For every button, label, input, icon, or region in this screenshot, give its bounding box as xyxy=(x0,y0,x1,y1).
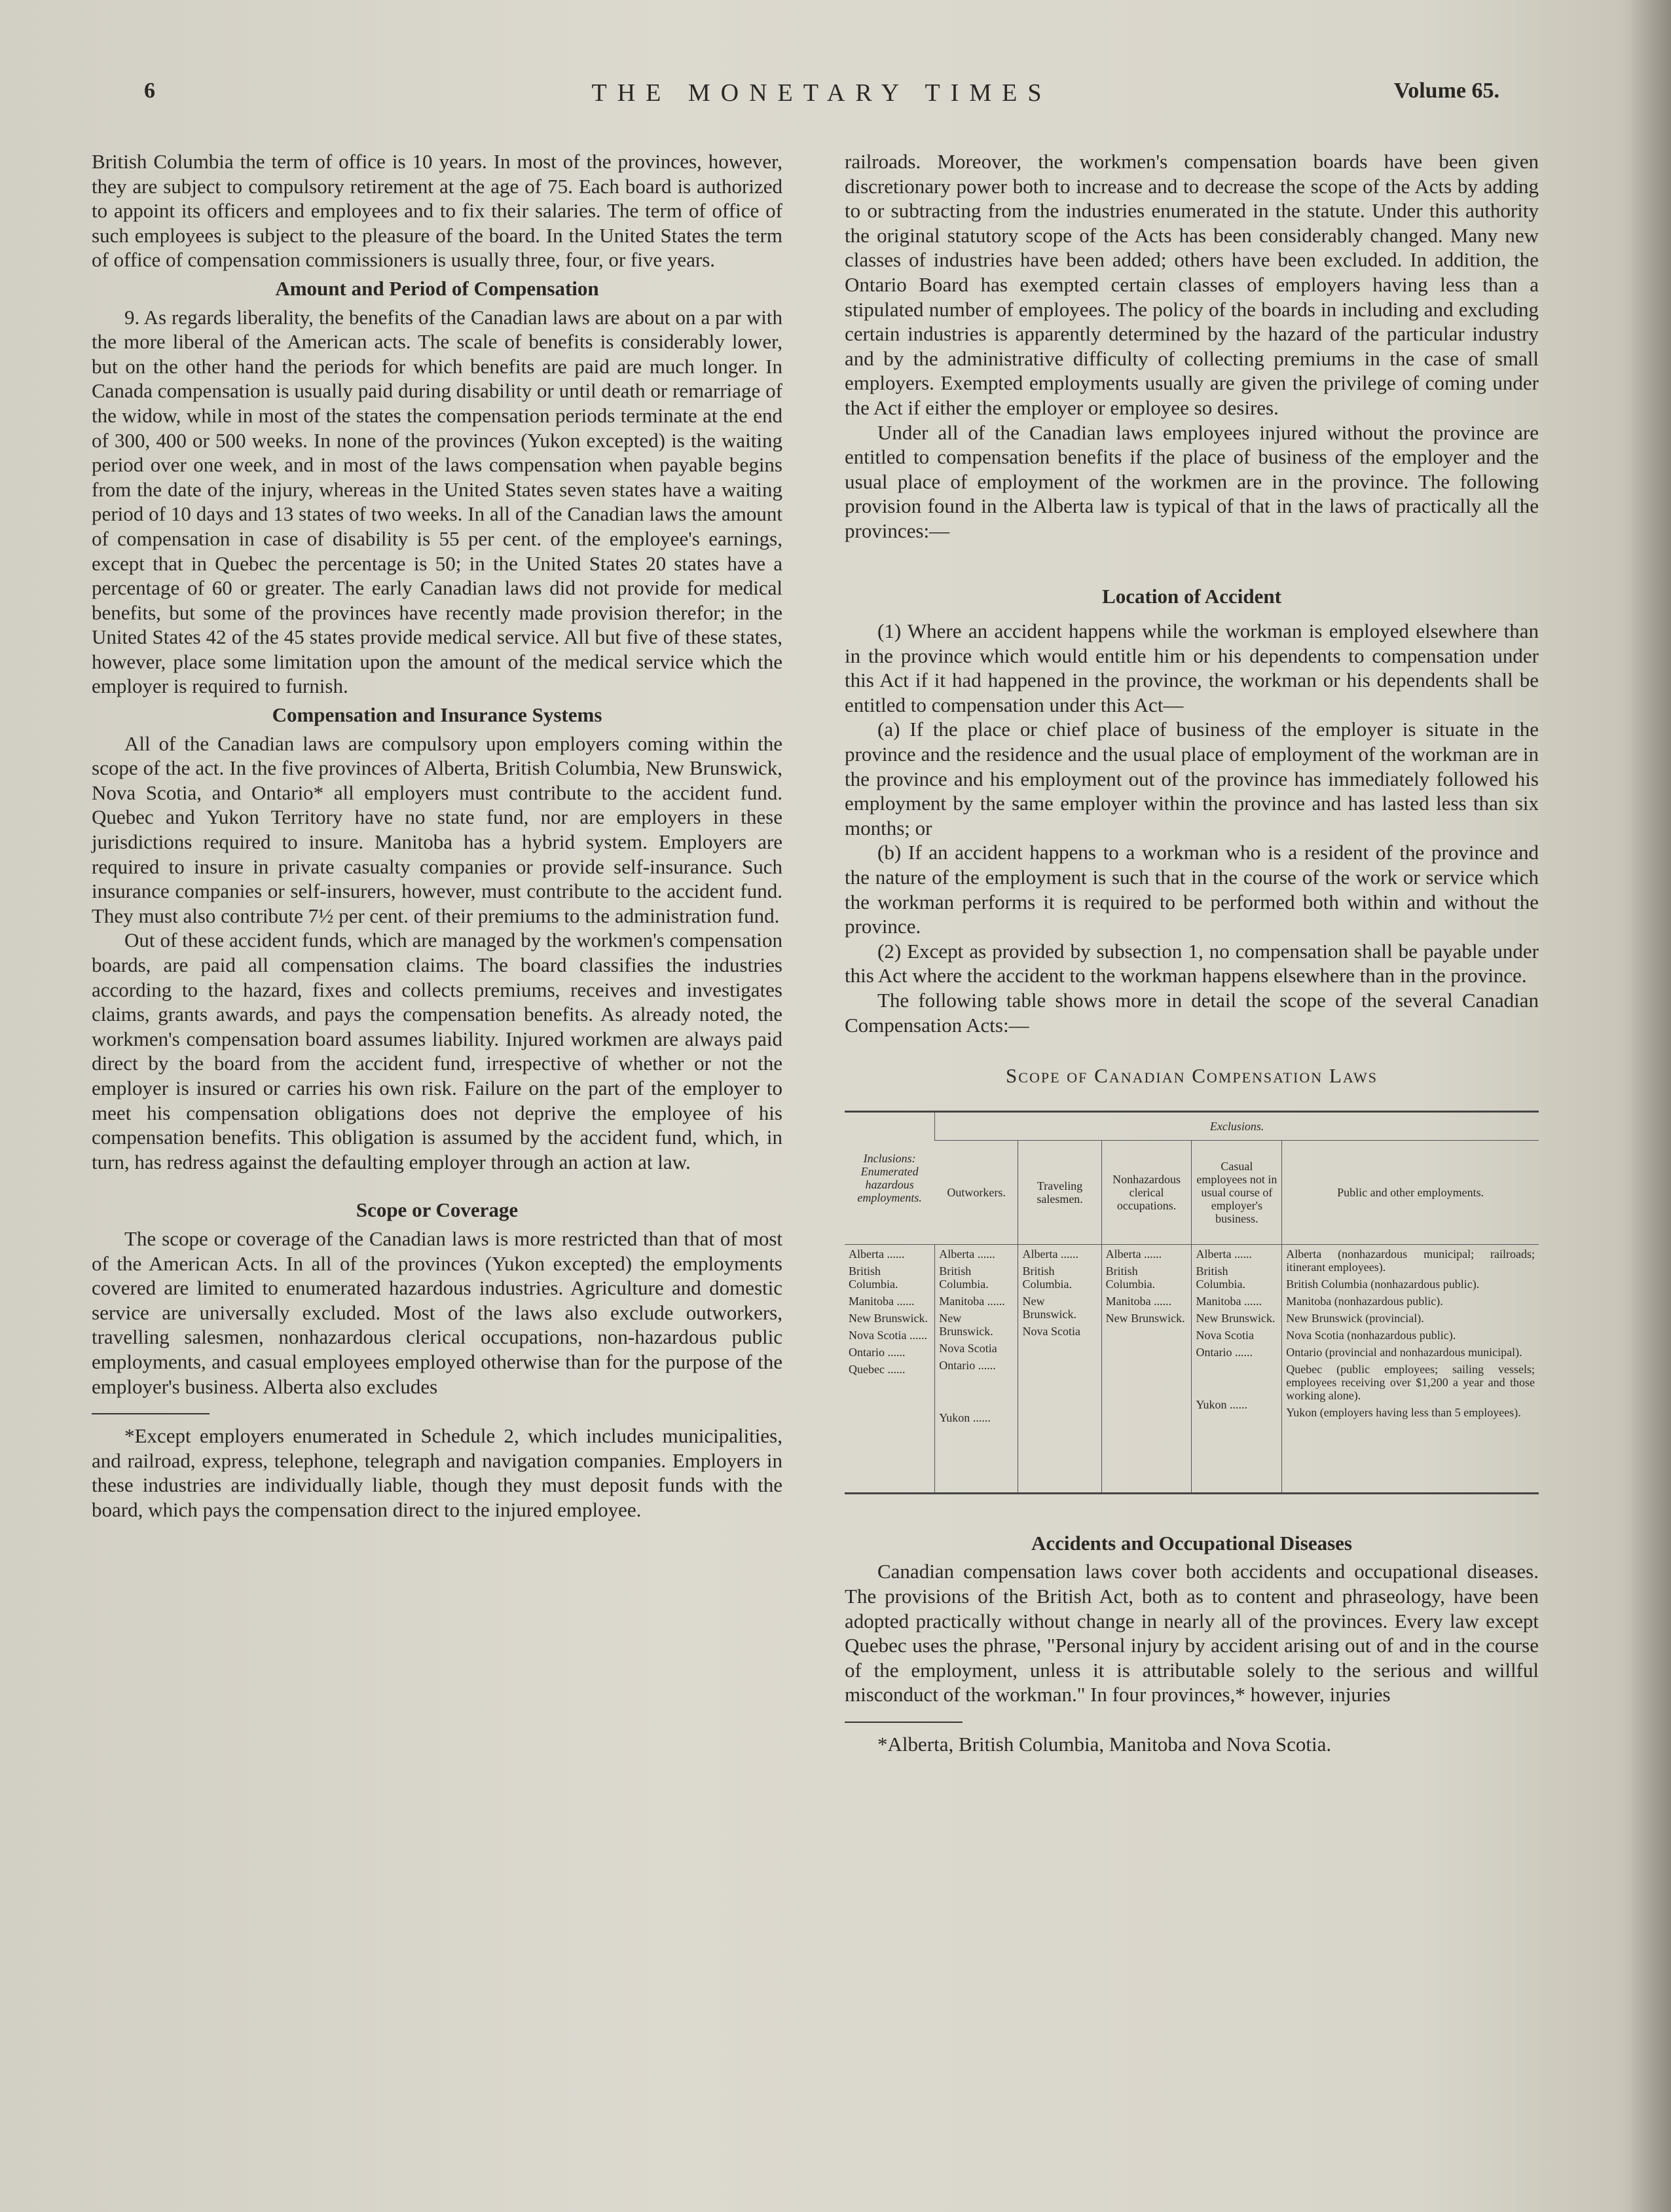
table-header: Nonhazardous clerical occupations. xyxy=(1101,1140,1192,1244)
table-title: Scope of Canadian Compensation Laws xyxy=(1006,1064,1378,1088)
cell-entry: Alberta ...... xyxy=(849,1247,930,1261)
cell-entry: Ontario ...... xyxy=(939,1359,1014,1372)
table-cell xyxy=(935,1244,1018,1493)
footnote-rule xyxy=(92,1413,210,1414)
footnote: *Except employers enumerated in Schedule 2, which includes municipalities, and railroad, express, telephone, telegraph and navigation companies. Employers in these industries are individually liable, though they must deposit funds with the board, which pays the compensation direct to the injured employee. xyxy=(92,1424,782,1521)
paragraph: Canadian compensation laws cover both accidents and occupational diseases. The provisions of the British Act, both as to content and phraseology, have been adopted practically without change in nearly all of the provinces. Every law except Quebec uses the phrase, "Personal injury by accident arising out of and in the course of the employment, unless it is attributable solely to the serious and willful misconduct of the workman." In four provinces,* however, injuries xyxy=(845,1560,1539,1706)
paragraph: (2) Except as provided by subsection 1, no compensation shall be payable under this Act where the accident to the workman happens elsewhere than in the province. xyxy=(845,939,1539,987)
cell-entry: Yukon ...... xyxy=(939,1411,1014,1424)
cell-entry: Alberta (nonhazardous municipal; railroads; itinerant employees). xyxy=(1286,1247,1535,1274)
cell-entry: New Brunswick. xyxy=(1105,1311,1185,1325)
section-heading: Amount and Period of Compensation xyxy=(275,276,599,300)
cell-entry: Ontario ...... xyxy=(849,1346,930,1359)
cell-entry: British Columbia (nonhazardous public). xyxy=(1286,1277,1480,1291)
scope-table xyxy=(845,1111,1539,1494)
journal-title: THE MONETARY TIMES xyxy=(591,79,1052,107)
cell-entry: Manitoba ...... xyxy=(1106,1295,1188,1308)
cell-entry: New Brunswick. xyxy=(1196,1311,1276,1325)
cell-entry: New Brunswick. xyxy=(849,1311,928,1325)
paragraph: railroads. Moreover, the workmen's compensation boards have been given discretionary power both to increase and to decrease the scope of the Acts by adding to or subtracting from the industries enumerated in the statute. Under this authority the original statutory scope of the Acts has been considerably changed. Many new classes of industries have been added; others have been excluded. In addition, the Ontario Board has exempted certain classes of employers having less than a stipulated number of employees. The policy of the boards in including and excluding certain industries is apparently determined by the hazard of the particular industry and by the administrative difficulty of collecting premiums in the case of small employers. Exempted employments usually are given the privilege of coming under the Act if either the employer or employee so desires. xyxy=(845,150,1539,419)
paragraph: British Columbia the term of office is 10 years. In most of the provinces, however, they are subject to compulsory retirement at the age of 75. Each board is authorized to appoint its officers and employees and to fix their salaries. The term of office of such employees is subject to the pleasure of the board. In the United States the term of office of compensation commissioners is usually three, four, or five years. xyxy=(92,150,782,272)
volume-label: Volume 65. xyxy=(1393,79,1499,103)
right-column xyxy=(845,149,1539,1757)
paragraph: 9. As regards liberality, the benefits of the Canadian laws are about on a par with the more liberal of the American acts. The scale of benefits is considerably lower, but on the other hand the periods for which benefits are paid are much longer. In Canada compensation is usually paid during disability or until death or remarriage of the widow, while in most of the states the compensation periods terminate at the end of 300, 400 or 500 weeks. In none of the provinces (Yukon excepted) is the waiting period over one week, and in most of the laws compensation when payable begins from the date of the injury, whereas in the United States seven states have a waiting period of 10 days and 13 states of two weeks. In all of the Canadian laws the amount of compensation in case of disability is 55 per cent. of the employee's earnings, except that in Quebec the percentage is 50; in the United States 20 states have a percentage of 60 or greater. The early Canadian laws did not provide for medical benefits, but some of the provinces have recently made provision therefor; in the United States 42 of the 45 states provide medical service. All but five of these states, however, place some limitation upon the amount of the medical service which the employer is required to furnish. xyxy=(92,305,782,698)
running-head xyxy=(144,79,1499,118)
cell-entry: Manitoba (nonhazardous public). xyxy=(1286,1294,1443,1308)
cell-entry: British Columbia. xyxy=(1196,1264,1245,1291)
section-heading: Scope or Coverage xyxy=(356,1198,519,1222)
cell-entry: Quebec ...... xyxy=(849,1363,930,1376)
cell-entry: Manitoba ...... xyxy=(939,1295,1014,1308)
binding-edge xyxy=(1632,0,1671,2212)
cell-entry: Nova Scotia xyxy=(939,1341,997,1355)
cell-entry: Yukon ...... xyxy=(1196,1398,1277,1411)
section-heading: Accidents and Occupational Diseases xyxy=(1031,1531,1352,1555)
paragraph: (1) Where an accident happens while the workman is employed elsewhere than in the province which would entitle him or his dependents to compensation under this Act if it had happened in the province, the workman or his dependents shall be entitled to compensation under this Act— xyxy=(845,619,1539,716)
table-header: Public and other employments. xyxy=(1282,1140,1539,1244)
cell-entry: British Columbia. xyxy=(1022,1264,1072,1291)
cell-entry: Alberta ...... xyxy=(1106,1247,1188,1261)
table-header: Inclusions: Enumerated hazardous employments. xyxy=(845,1111,935,1244)
table-header: Casual employees not in usual course of employer's business. xyxy=(1192,1140,1282,1244)
cell-entry: Ontario ...... xyxy=(1196,1346,1277,1359)
cell-entry: Alberta ...... xyxy=(1022,1247,1097,1261)
cell-entry: Quebec (public employees; sailing vessels; employees receiving over $1,200 a year and those working alone). xyxy=(1286,1362,1535,1402)
left-column xyxy=(92,149,782,1522)
cell-entry: New Brunswick. xyxy=(939,1311,993,1338)
table-cell xyxy=(1018,1244,1101,1493)
table-cell xyxy=(845,1244,935,1493)
paragraph: All of the Canadian laws are compulsory upon employers coming within the scope of the act. In the five provinces of Alberta, British Columbia, New Brunswick, Nova Scotia, and Ontario* all employers must contribute to the accident fund. Quebec and Yukon Territory have no state fund, nor are employers in these jurisdictions required to insure. Manitoba has a hybrid system. Employers are required to insure in private casualty companies or provide self-insurance. Such insurance companies or self-insurers, however, must contribute to the accident fund. They must also contribute 7½ per cent. of their premiums to the administration fund. xyxy=(92,731,782,927)
cell-entry: New Brunswick (provincial). xyxy=(1286,1311,1424,1325)
cell-entry: British Columbia. xyxy=(849,1264,898,1291)
paragraph: (a) If the place or chief place of business of the employer is situate in the province and the residence and the usual place of employment of the workman are in the province and his employment out of the province has immediately followed his employment by the same employer within the province and has lasted less than six months; or xyxy=(845,718,1539,839)
cell-entry: British Columbia. xyxy=(939,1264,989,1291)
table-group-header: Exclusions. xyxy=(935,1111,1539,1140)
paragraph: (b) If an accident happens to a workman who is a resident of the province and the nature of the employment is such that in the course of the work or service which the workman performs it is required to be performed both within and without the province. xyxy=(845,841,1539,938)
cell-entry: Ontario (provincial and nonhazardous municipal). xyxy=(1286,1345,1522,1359)
cell-entry: Alberta ...... xyxy=(1196,1247,1277,1261)
cell-entry: Nova Scotia (nonhazardous public). xyxy=(1286,1328,1456,1342)
cell-entry: Manitoba ...... xyxy=(849,1295,930,1308)
section-heading: Compensation and Insurance Systems xyxy=(272,703,602,727)
cell-entry: New Brunswick. xyxy=(1022,1294,1076,1321)
cell-entry: British Columbia. xyxy=(1105,1264,1156,1291)
table-cell xyxy=(1282,1244,1539,1493)
page-number: 6 xyxy=(144,79,155,103)
table-header: Outworkers. xyxy=(935,1140,1018,1244)
table-row xyxy=(845,1244,1539,1493)
table-cell xyxy=(1192,1244,1282,1493)
footnote-rule xyxy=(845,1722,963,1723)
cell-entry: Alberta ...... xyxy=(939,1247,1014,1261)
cell-entry: Yukon (employers having less than 5 employees). xyxy=(1286,1405,1521,1419)
footnote: *Alberta, British Columbia, Manitoba and Nova Scotia. xyxy=(877,1732,1332,1756)
cell-entry: Nova Scotia xyxy=(1022,1324,1080,1338)
paragraph: The following table shows more in detail the scope of the several Canadian Compensation Acts:— xyxy=(845,989,1539,1037)
section-heading: Location of Accident xyxy=(1102,584,1281,608)
paragraph: The scope or coverage of the Canadian laws is more restricted than that of most of the American Acts. In all of the provinces (Yukon excepted) the employments covered are limited to enumerated hazardous industries. Agriculture and domestic service are universally excluded. Most of the laws also exclude outworkers, travelling salesmen, nonhazardous clerical occupations, non-hazardous public employments, and casual employees employed otherwise than for the purpose of the employer's business. Alberta also excludes xyxy=(92,1226,782,1398)
cell-entry: Nova Scotia ...... xyxy=(849,1329,930,1342)
table-header: Traveling salesmen. xyxy=(1018,1140,1101,1244)
table-cell xyxy=(1101,1244,1192,1493)
cell-entry: Manitoba ...... xyxy=(1196,1295,1277,1308)
cell-entry: Nova Scotia xyxy=(1196,1328,1254,1342)
paragraph: Out of these accident funds, which are managed by the workmen's compensation boards, are paid all compensation claims. The board classifies the industries according to the hazard, fixes and collects premiums, receives and investigates claims, grants awards, and pays the compensation benefits. As already noted, the workmen's compensation board assumes liability. Injured workmen are always paid direct by the board from the accident fund, irrespective of whether or not the employer is insured or carries his own risk. Failure on the part of the employer to meet his compensation obligations does not deprive the employee of his compensation benefits. This obligation is assumed by the accident fund, which, in turn, has redress against the defaulting employer through an action at law. xyxy=(92,929,782,1173)
paragraph: Under all of the Canadian laws employees injured without the province are entitled to compensation benefits if the place of business of the employer and the usual place of employment of the workmen are in the province. The following provision found in the Alberta law is typical of that in the laws of practically all the provinces:— xyxy=(845,420,1539,542)
